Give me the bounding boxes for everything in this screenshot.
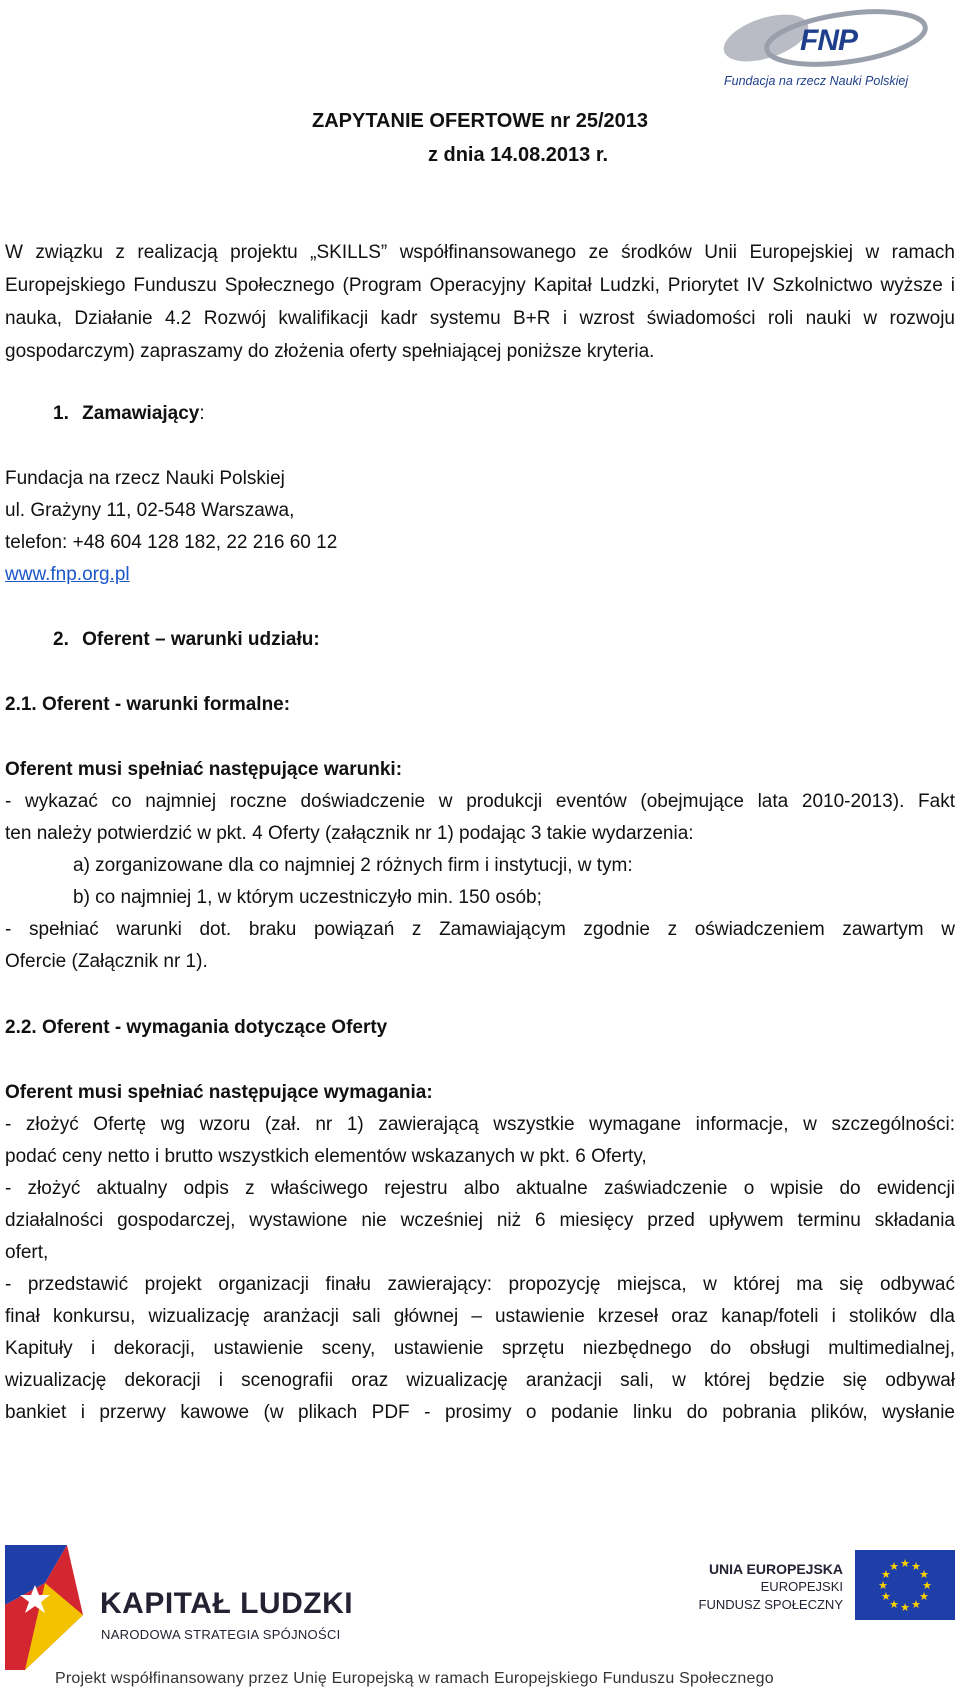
section-1-title: Zamawiający bbox=[82, 403, 200, 424]
contact-website-link[interactable]: www.fnp.org.pl bbox=[5, 564, 130, 585]
text-line: - przedstawić projekt organizacji finału zawierający: propozycję miejsca, w której ma się odbywać bbox=[5, 1274, 955, 1295]
text-line: Kapituły i dekoracji, ustawienie sceny, ustawienie sprzętu niezbędnego do obsługi multimedialnej, bbox=[5, 1338, 955, 1359]
contact-address: ul. Grażyny 11, 02-548 Warszawa, bbox=[5, 500, 295, 521]
section-1-colon: : bbox=[199, 403, 205, 424]
contact-phone: telefon: +48 604 128 182, 22 216 60 12 bbox=[5, 532, 338, 553]
kapital-ludzki-logo bbox=[5, 1545, 354, 1675]
section-2-title: Oferent – warunki udziału: bbox=[82, 629, 320, 650]
intro-text: W związku z realizacją projektu „SKILLS” współfinansowanego ze środków Unii Europejskiej w ramach Europejskiego Funduszu Społecznego (Program Operacyjny Kapitał Ludzki, Priorytet IV Szkolnictwo wyższe i nauka, Działanie 4.2 Rozwój kwalifikacji kadr systemu B+R i wzrost świadomości roli nauki w rozwoju gospodarczym) zapraszamy do złożenia oferty spełniającej poniższe kryteria. bbox=[5, 242, 955, 362]
eu-star-icon: ★ bbox=[922, 1580, 932, 1592]
eu-stars-icon bbox=[855, 1550, 955, 1620]
kapital-ludzki-emblem-icon bbox=[5, 1545, 95, 1670]
text-line: - złożyć aktualny odpis z właściwego rejestru albo aktualne zaświadczenie o wpisie do ewidencji bbox=[5, 1178, 955, 1199]
list-item-b: b) co najmniej 1, w którym uczestniczyło min. 150 osób; bbox=[73, 887, 542, 908]
eu-star-icon: ★ bbox=[880, 1569, 891, 1581]
eu-star-icon: ★ bbox=[878, 1580, 888, 1592]
eu-logo-text bbox=[699, 1560, 843, 1614]
cofinancing-note: Projekt współfinansowany przez Unię Europejską w ramach Europejskiego Funduszu Społecznego bbox=[55, 1670, 774, 1687]
intro-paragraph bbox=[5, 236, 955, 368]
document-title: ZAPYTANIE OFERTOWE nr 25/2013 bbox=[311, 110, 648, 132]
eu-name: UNIA EUROPEJSKA bbox=[708, 1561, 843, 1577]
eu-star-icon: ★ bbox=[889, 1599, 899, 1612]
eu-flag-icon bbox=[855, 1550, 955, 1620]
eu-fund-line-1: EUROPEJSKI bbox=[760, 1579, 843, 1594]
contact-org: Fundacja na rzecz Nauki Polskiej bbox=[5, 468, 285, 489]
subsection-2-1-lead: Oferent musi spełniać następujące warunki: bbox=[5, 759, 403, 780]
section-2-number: 2. bbox=[53, 629, 69, 650]
kapital-ludzki-subtitle: NARODOWA STRATEGIA SPÓJNOŚCI bbox=[101, 1627, 341, 1642]
list-item-a: a) zorganizowane dla co najmniej 2 różnych firm i instytucji, w tym: bbox=[73, 855, 633, 876]
eu-star-icon: ★ bbox=[911, 1599, 921, 1612]
kapital-ludzki-title: KAPITAŁ LUDZKI bbox=[100, 1587, 354, 1620]
fnp-logo bbox=[706, 8, 954, 88]
eu-star-icon: ★ bbox=[911, 1560, 921, 1573]
text-line: - wykazać co najmniej roczne doświadczenie w produkcji eventów (obejmujące lata 2010-2013). Fakt bbox=[5, 791, 955, 812]
eu-star-icon: ★ bbox=[919, 1569, 930, 1581]
subsection-2-1-paragraph-2 bbox=[5, 914, 955, 978]
eu-star-icon: ★ bbox=[880, 1591, 891, 1603]
subsection-2-2-lead: Oferent musi spełniać następujące wymagania: bbox=[5, 1082, 433, 1103]
text-line: - spełniać warunki dot. braku powiązań z Zamawiającym zgodnie z oświadczeniem zawartym w bbox=[5, 919, 955, 940]
subsection-2-1-heading: 2.1. Oferent - warunki formalne: bbox=[5, 694, 291, 715]
eu-star-icon: ★ bbox=[900, 1602, 910, 1614]
text-line: działalności gospodarczej, wystawione nie wcześniej niż 6 miesięcy przed upływem terminu składania bbox=[5, 1210, 955, 1231]
text-line: - złożyć Ofertę wg wzoru (zał. nr 1) zawierającą wszystkie wymagane informacje, w szczególności: bbox=[5, 1114, 955, 1135]
text-line: ofert, bbox=[5, 1242, 49, 1263]
eu-fund-line-2: FUNDUSZ SPOŁECZNY bbox=[698, 1597, 843, 1612]
text-line: podać ceny netto i brutto wszystkich elementów wskazanych w pkt. 6 Oferty, bbox=[5, 1146, 647, 1167]
subsection-2-1-paragraph-1 bbox=[5, 786, 955, 850]
eu-logo bbox=[660, 1548, 955, 1648]
subsection-2-2-heading: 2.2. Oferent - wymagania dotyczące Oferty bbox=[5, 1017, 388, 1038]
eu-star-icon: ★ bbox=[919, 1591, 930, 1603]
eu-star-icon: ★ bbox=[900, 1558, 910, 1570]
section-1-heading bbox=[53, 398, 205, 430]
text-line: finał konkursu, wizualizację aranżacji sali głównej – ustawienie krzeseł oraz kanap/foteli i stolików dla bbox=[5, 1306, 955, 1327]
text-line: bankiet i przerwy kawowe (w plikach PDF - prosimy o podanie linku do pobrania plików, wysłanie bbox=[5, 1402, 955, 1423]
fnp-logo-mark: FNP bbox=[800, 24, 857, 57]
fnp-logo-subtitle: Fundacja na rzecz Nauki Polskiej bbox=[724, 74, 909, 88]
section-2-heading bbox=[53, 624, 320, 656]
eu-star-icon: ★ bbox=[889, 1560, 899, 1573]
subsection-2-2-paragraph bbox=[5, 1109, 955, 1429]
text-line: Ofercie (Załącznik nr 1). bbox=[5, 951, 208, 972]
document-date: z dnia 14.08.2013 r. bbox=[427, 144, 609, 166]
text-line: ten należy potwierdzić w pkt. 4 Oferty (załącznik nr 1) podając 3 takie wydarzenia: bbox=[5, 823, 694, 844]
text-line: wizualizację dekoracji i scenografii oraz wizualizację aranżacji sali, w której będzie się odbywał bbox=[5, 1370, 955, 1391]
section-1-number: 1. bbox=[53, 403, 69, 424]
